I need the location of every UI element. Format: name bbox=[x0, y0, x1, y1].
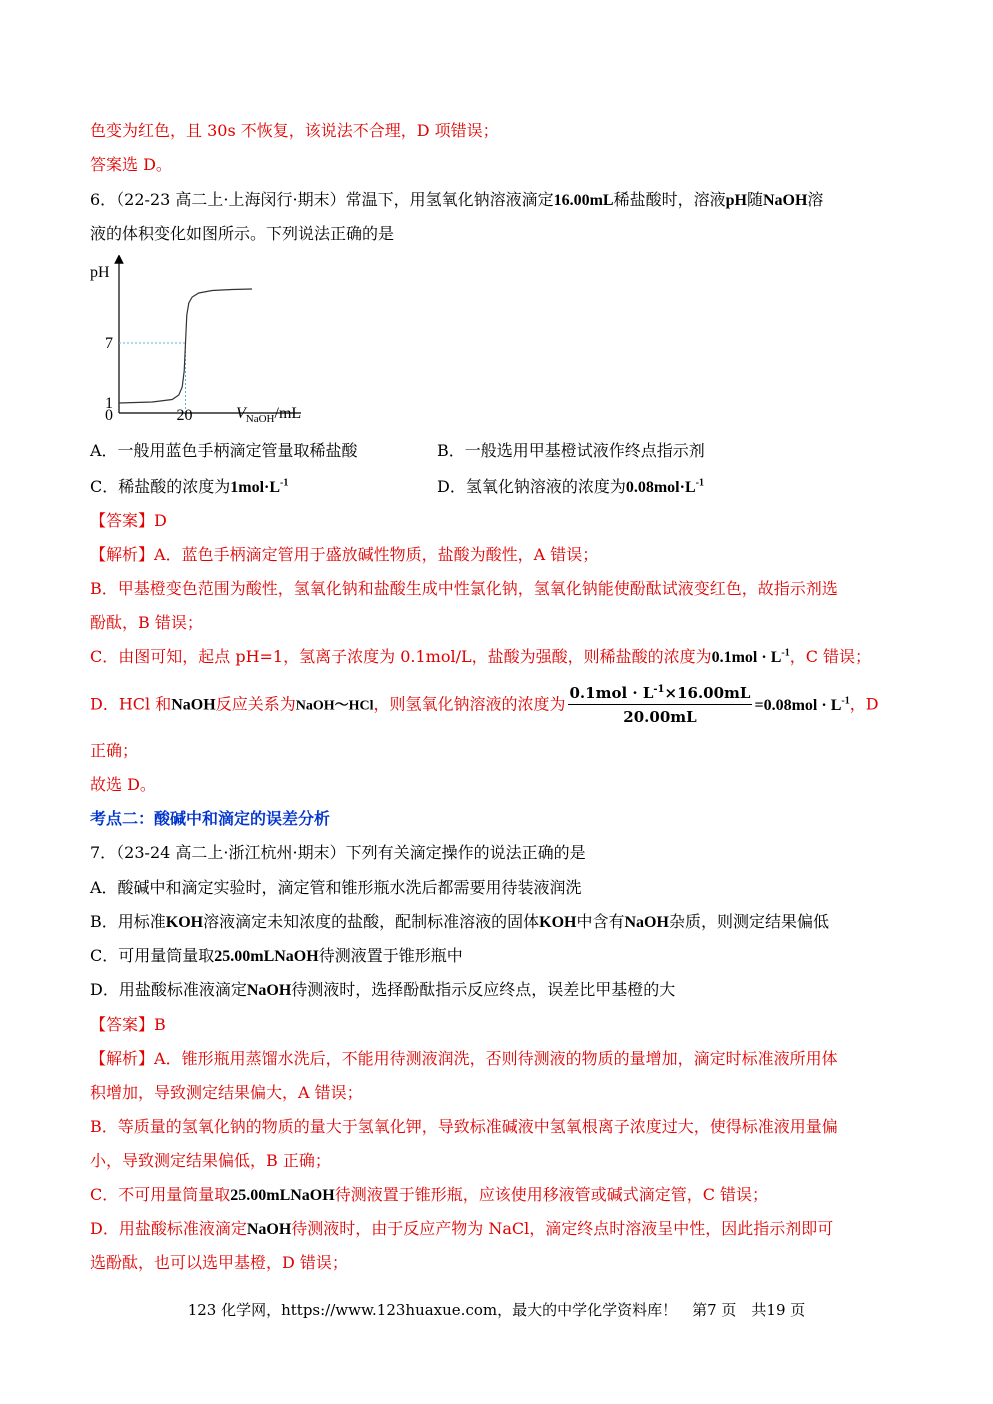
section-heading: 考点二：酸碱中和滴定的误差分析 bbox=[90, 809, 331, 828]
q6-explain-b2: 酚酞，B 错误； bbox=[90, 613, 203, 632]
q6-stem-text-c: 随 bbox=[746, 190, 763, 209]
carryover-line: 色变为红色，且 30s 不恢复，该说法不合理，D 项错误； bbox=[90, 121, 499, 140]
q6-option-c-exp: -1 bbox=[280, 477, 289, 489]
q6-stem-line1 bbox=[90, 190, 823, 211]
q6-option-d-text: D．氢氧化钠溶液的浓度为 bbox=[437, 477, 626, 496]
q6-explain-d-fraction bbox=[568, 684, 753, 726]
q6-option-c-unit: 1mol·L bbox=[230, 479, 281, 496]
q6-fraction-numerator bbox=[568, 684, 753, 705]
q6-volume: 16.00mL bbox=[553, 192, 614, 209]
q7-explain-d bbox=[90, 1219, 833, 1240]
x-axis-unit: /mL bbox=[274, 405, 302, 422]
q6-explain-d-naoh: NaOH bbox=[171, 696, 216, 714]
q7-explain-c bbox=[90, 1185, 768, 1206]
q6-explain-d-result bbox=[754, 697, 849, 714]
q6-fraction-num-a: 0.1mol · L bbox=[569, 684, 654, 702]
q7-option-b-koh: KOH bbox=[165, 914, 204, 931]
q6-explain-b1: B．甲基橙变色范围为酸性，氢氧化钠和盐酸生成中性氯化钠，氢氧化钠能使酚酞试液变红色，故指示剂选 bbox=[90, 579, 838, 598]
q6-answer: 【答案】D bbox=[90, 511, 167, 530]
q6-stem-line2: 液的体积变化如图所示。下列说法正确的是 bbox=[90, 224, 395, 243]
q7-explain-d-text: D．用盐酸标准液滴定 bbox=[90, 1219, 247, 1238]
q7-option-b-text2: 溶液滴定未知浓度的盐酸，配制标准溶液的固体 bbox=[203, 912, 540, 931]
x-axis-label bbox=[236, 405, 301, 425]
q7-explain-b1: B．等质量的氢氧化钠的物质的量大于氢氧化钾，导致标准碱液中氢氧根离子浓度过大，使得标准液用量偏 bbox=[90, 1117, 838, 1136]
q6-explain-c-exp: -1 bbox=[781, 647, 790, 659]
q6-option-d-value bbox=[626, 479, 704, 496]
q6-option-a: A．一般用蓝色手柄滴定管量取稀盐酸 bbox=[90, 441, 358, 460]
q6-fraction-denominator: 20.00mL bbox=[623, 708, 697, 726]
q6-explain-a-text: A．蓝色手柄滴定管用于盛放碱性物质，盐酸为酸性，A 错误； bbox=[154, 545, 599, 564]
titration-curve-chart bbox=[86, 255, 336, 435]
q7-option-d-text2: 待测液时，选择酚酞指示反应终点，误差比甲基橙的大 bbox=[291, 980, 676, 999]
q7-option-b-koh2: KOH bbox=[539, 914, 577, 931]
carryover-answer: 答案选 D。 bbox=[90, 155, 172, 174]
q6-explain-a bbox=[90, 545, 598, 565]
q6-option-c bbox=[90, 477, 288, 498]
q7-explain-a1-text: A．锥形瓶用蒸馏水洗后，不能用待测液润洗，否则待测液的物质的量增加，滴定时标准液所用体 bbox=[154, 1049, 838, 1068]
q6-stem-text-b: 稀盐酸时，溶液 bbox=[613, 190, 726, 209]
x-tick-0: 0 bbox=[105, 407, 113, 424]
q7-option-a: A．酸碱中和滴定实验时，滴定管和锥形瓶水洗后都需要用待装液润洗 bbox=[90, 878, 582, 897]
q7-explain-d2: 选酚酞，也可以选甲基橙，D 错误； bbox=[90, 1253, 348, 1272]
y-tick-1: 1 bbox=[105, 395, 113, 412]
q6-option-c-value bbox=[230, 479, 288, 496]
q7-option-c-volume: 25.00mLNaOH bbox=[214, 948, 319, 965]
q7-explain-d-text2: 待测液时，由于反应产物为 NaCl，滴定终点时溶液呈中性，因此指示剂即可 bbox=[291, 1219, 834, 1238]
q6-explain-d-post: ，D bbox=[849, 694, 879, 714]
q6-option-d-exp: -1 bbox=[695, 477, 704, 489]
q6-naoh: NaOH bbox=[762, 192, 808, 209]
q6-choose: 故选 D。 bbox=[90, 775, 156, 794]
q7-explain-a1 bbox=[90, 1049, 838, 1069]
q6-explain-head: 【解析】 bbox=[90, 545, 155, 564]
q6-explain-c-value bbox=[712, 649, 790, 666]
y-tick-7: 7 bbox=[105, 335, 113, 352]
q6-option-b: B．一般选用甲基橙试液作终点指示剂 bbox=[437, 441, 705, 460]
q6-explain-c-text: C．由图可知，起点 pH=1，氢离子浓度为 0.1mol/L，盐酸为强酸，则稀盐酸的浓度为 bbox=[90, 647, 712, 666]
q6-explain-c bbox=[90, 647, 871, 668]
q6-explain-d-text: D．HCl 和 bbox=[90, 694, 172, 714]
q6-option-d bbox=[437, 477, 704, 498]
q6-fraction-num-b: ×16.00mL bbox=[664, 684, 751, 702]
q7-explain-b2: 小，导致测定结果偏低，B 正确； bbox=[90, 1151, 331, 1170]
q6-explain-d-mid: 反应关系为 bbox=[215, 694, 296, 714]
q7-option-b-naoh: NaOH bbox=[624, 914, 669, 931]
q7-explain-c-text: C．不可用量筒量取 bbox=[90, 1185, 231, 1204]
y-axis-label: pH bbox=[90, 264, 110, 281]
page-footer: 123 化学网，https://www.123huaxue.com，最大的中学化学资料库！ 第7 页 共19 页 bbox=[187, 1301, 806, 1319]
q7-option-b-text3: 中含有 bbox=[576, 912, 625, 931]
q7-option-d bbox=[90, 980, 675, 1001]
q7-option-d-text: D．用盐酸标准液滴定 bbox=[90, 980, 247, 999]
q7-option-b bbox=[90, 912, 829, 933]
q6-stem-text-d: 溶 bbox=[807, 190, 824, 209]
q6-fraction-num-exp: -1 bbox=[653, 684, 665, 695]
q6-explain-d-result-unit: =0.08mol · L bbox=[754, 696, 842, 714]
x-axis-var: V bbox=[236, 405, 246, 422]
q7-explain-a2: 积增加，导致测定结果偏大，A 错误； bbox=[90, 1083, 363, 1102]
q6-explain-d-mid2: ，则氢氧化钠溶液的浓度为 bbox=[373, 694, 566, 714]
q6-explain-c-unit: 0.1mol · L bbox=[711, 649, 782, 666]
x-axis-sub: NaOH bbox=[245, 413, 275, 425]
q6-explain-d-relation: NaOH～HCl bbox=[295, 698, 374, 714]
q6-explain-d bbox=[90, 684, 879, 726]
q7-stem: 7．（23-24 高二上·浙江杭州·期末）下列有关滴定操作的说法正确的是 bbox=[90, 843, 586, 862]
q7-answer: 【答案】B bbox=[90, 1015, 166, 1034]
q7-option-b-text4: 杂质，则测定结果偏低 bbox=[668, 912, 829, 931]
q7-explain-c-text2: 待测液置于锥形瓶，应该使用移液管或碱式滴定管，C 错误； bbox=[334, 1185, 769, 1204]
q7-explain-head: 【解析】 bbox=[90, 1049, 155, 1068]
q6-explain-d-result-exp: -1 bbox=[841, 695, 850, 707]
q6-option-c-text: C．稀盐酸的浓度为 bbox=[90, 477, 231, 496]
q6-explain-c-post: ，C 错误； bbox=[789, 647, 872, 666]
q7-explain-c-volume: 25.00mLNaOH bbox=[230, 1187, 335, 1204]
x-tick-20: 20 bbox=[176, 407, 193, 424]
q6-stem-text: 6．（22-23 高二上·上海闵行·期末）常温下，用氢氧化钠溶液滴定 bbox=[90, 190, 554, 209]
q6-ph: pH bbox=[725, 192, 747, 209]
q7-option-c-text: C．可用量筒量取 bbox=[90, 946, 215, 965]
q7-option-c-text2: 待测液置于锥形瓶中 bbox=[318, 946, 463, 965]
q7-option-c bbox=[90, 946, 463, 967]
q6-explain-d2: 正确； bbox=[90, 741, 139, 760]
q7-option-b-text: B．用标准 bbox=[90, 912, 166, 931]
q7-option-d-naoh: NaOH bbox=[246, 982, 292, 999]
q6-option-d-unit: 0.08mol·L bbox=[625, 479, 696, 496]
ph-curve bbox=[119, 289, 252, 403]
q7-explain-d-naoh: NaOH bbox=[246, 1221, 292, 1238]
